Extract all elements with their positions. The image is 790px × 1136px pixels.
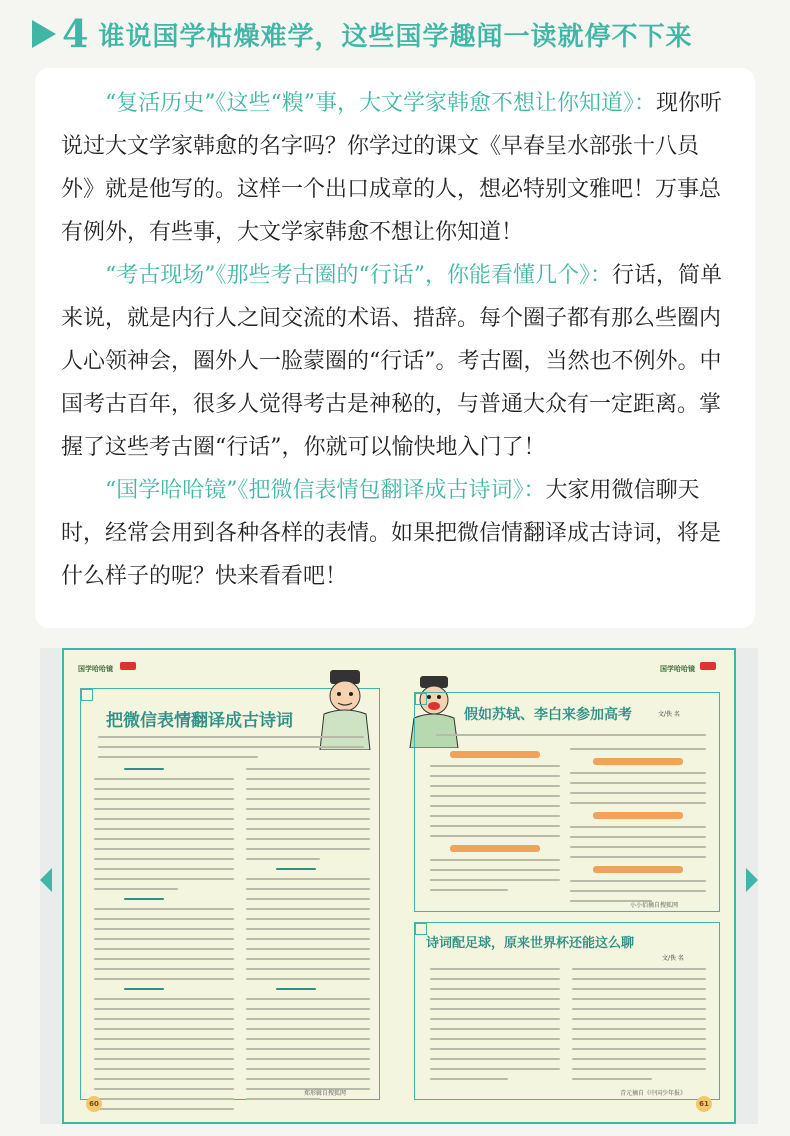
brush-icon bbox=[700, 662, 716, 670]
source-note-2: 青元摘自《中国少年报》 bbox=[620, 1090, 687, 1097]
article-title-1: 假如苏轼、李白来参加高考 bbox=[464, 707, 632, 723]
article2-column-left bbox=[430, 968, 560, 1088]
article-byline-1: 文/佚 名 bbox=[658, 711, 680, 718]
page-number: 61 bbox=[696, 1096, 712, 1112]
article-title-2: 诗词配足球，原来世界杯还能这么聊 bbox=[426, 936, 635, 951]
source-note: 郑形辑自搜狐网 bbox=[304, 1090, 347, 1097]
article-byline-2: 文/佚 名 bbox=[662, 955, 684, 962]
intro-card bbox=[35, 68, 755, 628]
play-arrow-icon bbox=[32, 20, 56, 48]
article2-column-right bbox=[572, 968, 706, 1088]
page-number: 60 bbox=[86, 1096, 102, 1112]
next-page-tab-icon bbox=[746, 868, 758, 892]
intro-paragraph-3 bbox=[61, 469, 729, 598]
section-header bbox=[32, 12, 692, 56]
column-left-text bbox=[94, 768, 234, 1118]
paragraph-body: 大家用微信聊天时，经常会用到各种各样的表情。如果把微信情翻译成古诗词，将是什么样子的呢？快来看看吧！ bbox=[61, 478, 722, 589]
section-title: 谁说国学枯燥难学，这些国学趣闻一读就停不下来 bbox=[98, 21, 693, 52]
intro-text-block bbox=[98, 736, 364, 766]
brush-icon bbox=[120, 662, 136, 670]
book-page-left bbox=[64, 650, 398, 1122]
column-right-text bbox=[246, 768, 370, 1108]
source-note-1: 小小佰摘自搜狐网 bbox=[630, 902, 679, 909]
running-head: 国学哈哈镜 bbox=[78, 665, 113, 673]
section-number: 4 bbox=[62, 11, 89, 56]
paragraph-body: 现你听说过大文学家韩愈的名字吗？你学过的课文《早春呈水部张十八员外》就是他写的。这样一个出口成章的人，想必特别文雅吧！万事总有例外，有些事，大文学家韩愈不想让你知道！ bbox=[61, 91, 723, 245]
intro-paragraph-2 bbox=[61, 254, 729, 469]
article-column-right bbox=[570, 748, 706, 910]
book-spread-image bbox=[62, 648, 736, 1124]
intro-paragraph-1 bbox=[61, 82, 729, 254]
page-title: 把微信表情翻译成古诗词 bbox=[106, 711, 293, 731]
prev-page-tab-icon bbox=[40, 868, 52, 892]
paragraph-highlight: “复活历史”《这些“糗”事，大文学家韩愈不想让你知道》： bbox=[105, 91, 656, 116]
paragraph-highlight: “考古现场”《那些考古圈的“行话”，你能看懂几个》： bbox=[105, 263, 612, 288]
running-head: 国学哈哈镜 bbox=[660, 665, 695, 673]
paragraph-highlight: “国学哈哈镜”《把微信表情包翻译成古诗词》： bbox=[105, 478, 546, 503]
article-column-left bbox=[430, 748, 560, 899]
book-page-right bbox=[400, 650, 734, 1122]
article-intro-1 bbox=[436, 734, 706, 744]
paragraph-body: 行话，简单来说，就是内行人之间交流的术语、措辞。每个圈子都有那么些圈内人心领神会，圈外人一脸蒙圈的“行话”。考古圈，当然也不例外。中国考古百年，很多人觉得考古是神秘的，与普通大众有一定距离。掌握了这些考古圈“行话”，你就可以愉快地入门了！ bbox=[61, 263, 723, 460]
